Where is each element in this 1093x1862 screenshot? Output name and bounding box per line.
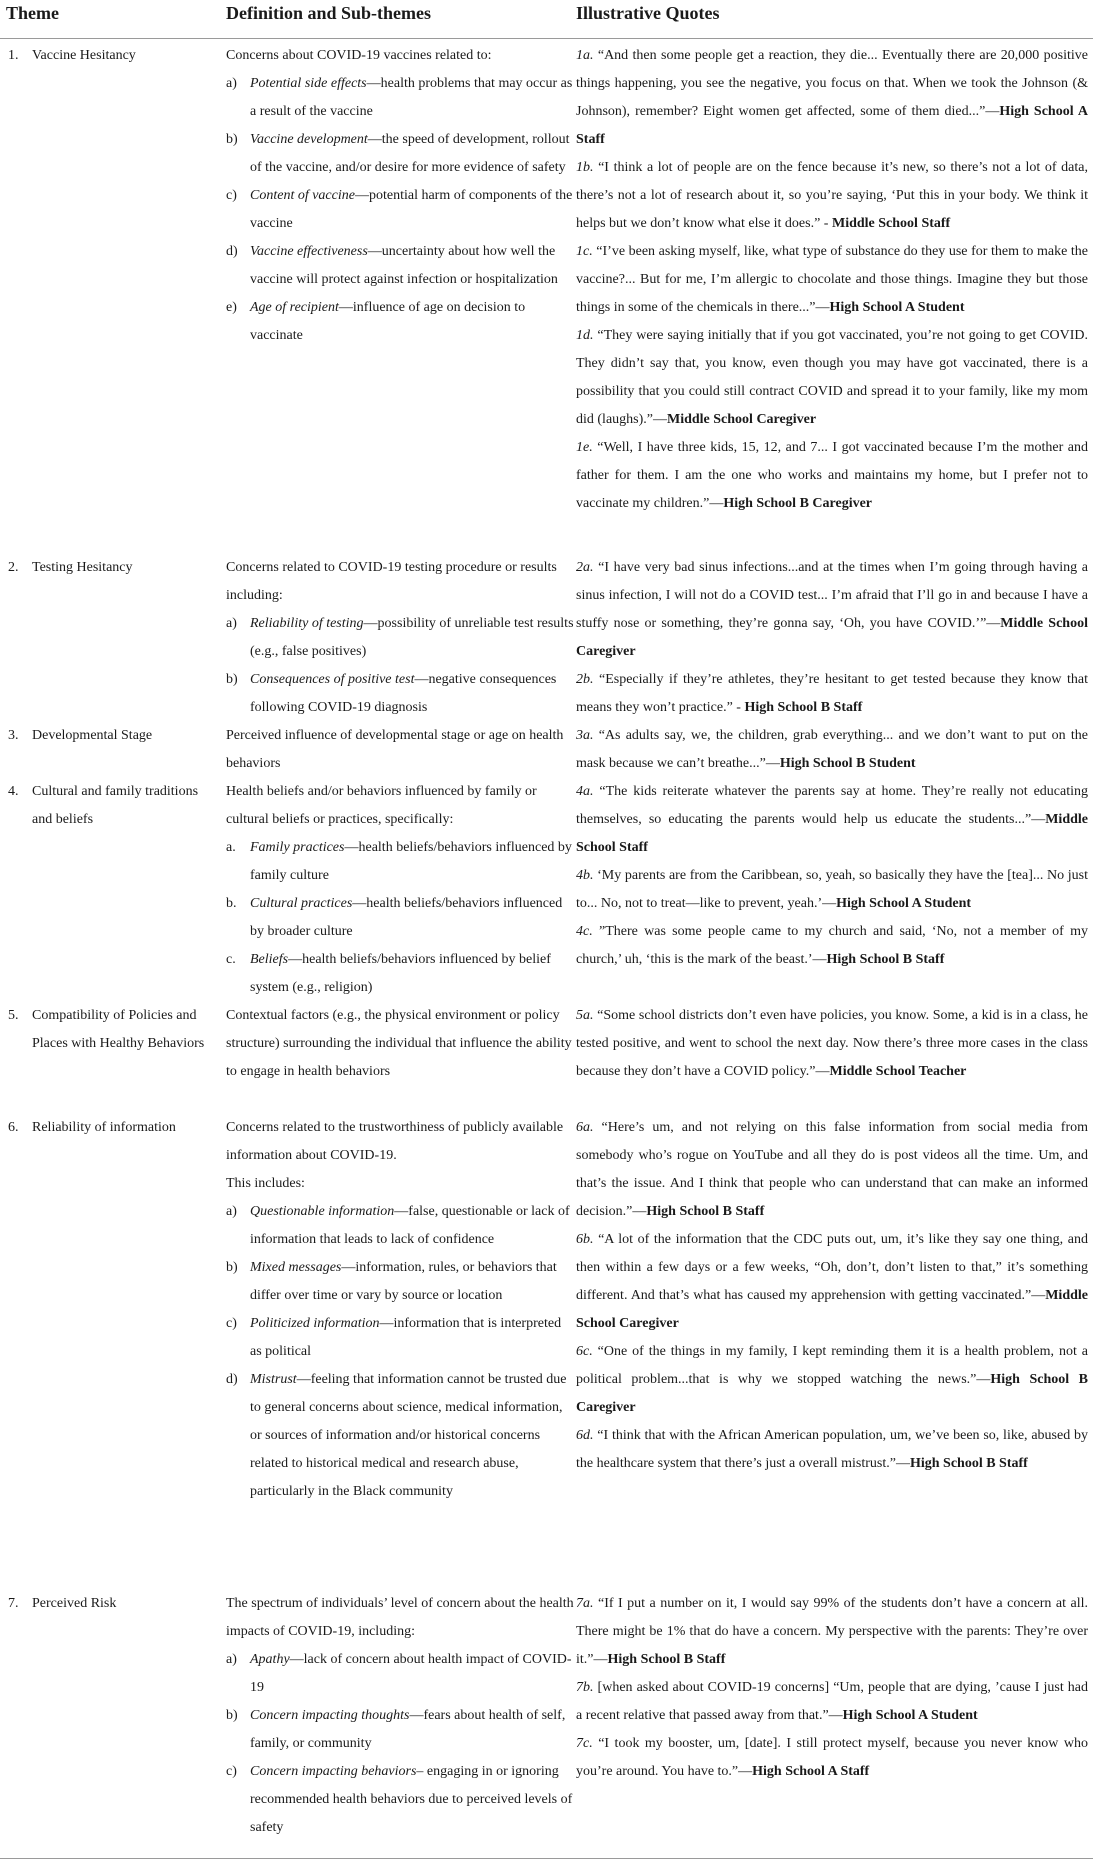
theme-cell	[8, 1590, 213, 1618]
definition-intro: Concerns related to COVID-19 testing procedure or results including:	[226, 560, 557, 603]
theme-number: 4.	[8, 784, 19, 799]
quote: 4c. ”There was some people came to my church and said, ‘No, not a member of my church,’ uh, ‘this is the mark of the beast.’—High School B Staff	[576, 924, 1088, 967]
subtheme-item: b) Mixed messages—information, rules, or behaviors that differ over time or vary by source or location	[226, 1260, 557, 1303]
quote: 1e. “Well, I have three kids, 15, 12, and 7... I got vaccinated because I’m the mother and father for them. I am the one who works and maintains my home, but I prefer not to vaccinate my children.”—High School B Caregiver	[576, 440, 1088, 511]
table-header	[0, 0, 1093, 39]
theme-name: Cultural and family traditions and beliefs	[32, 784, 199, 827]
subtheme-item: a) Apathy—lack of concern about health impact of COVID-19	[226, 1652, 572, 1695]
quotes-cell	[576, 554, 1088, 722]
quote: 6b. “A lot of the information that the CDC puts out, um, it’s like they say one thing, and then within a few days or a few weeks, “Oh, don’t, don’t listen to that,” it’s something different. And that’s what has caused my apprehension with getting vaccinated.”—Middle School Caregiver	[576, 1232, 1088, 1331]
quote: 2b. “Especially if they’re athletes, they’re hesitant to get tested because they know that means they won’t practice.” - High School B Staff	[576, 672, 1088, 715]
header-theme: Theme	[6, 3, 59, 23]
definition-intro: Concerns related to the trustworthiness of publicly available information about COVID-19.	[226, 1120, 564, 1163]
definition-intro: Health beliefs and/or behaviors influenced by family or cultural beliefs or practices, specifically:	[226, 784, 537, 827]
quote: 7c. “I took my booster, um, [date]. I still protect myself, because you never know who you’re around. You have to.”—High School A Staff	[576, 1736, 1088, 1779]
theme-number: 2.	[8, 560, 19, 575]
subtheme-item: e) Age of recipient—influence of age on decision to vaccinate	[226, 300, 526, 343]
definition-cell	[226, 722, 574, 778]
subtheme-item: a. Family practices—health beliefs/behaviors influenced by family culture	[226, 840, 572, 883]
subtheme-item: c. Beliefs—health beliefs/behaviors influenced by belief system (e.g., religion)	[226, 952, 551, 995]
quote: 6c. “One of the things in my family, I kept reminding them it is a health problem, not a political problem...that is why we stopped watching the news.”—High School B Caregiver	[576, 1344, 1088, 1415]
quote: 4a. “The kids reiterate whatever the parents say at home. They’re really not educating themselves, so educating the parents would help us educate the students...”—Middle School Staff	[576, 784, 1088, 855]
theme-cell	[8, 554, 213, 582]
quotes-cell	[576, 1002, 1088, 1086]
theme-cell	[8, 1002, 213, 1058]
theme-name: Reliability of information	[32, 1120, 176, 1135]
definition-cell	[226, 1590, 574, 1842]
theme-cell	[8, 42, 213, 70]
definition-cell	[226, 1002, 574, 1086]
quotes-cell	[576, 42, 1088, 518]
theme-name: Perceived Risk	[32, 1596, 117, 1611]
theme-name: Compatibility of Policies and Places with Healthy Behaviors	[32, 1008, 205, 1051]
subtheme-item: b. Cultural practices—health beliefs/behaviors influenced by broader culture	[226, 896, 563, 939]
subtheme-item: b) Consequences of positive test—negative consequences following COVID-19 diagnosis	[226, 672, 557, 715]
subtheme-item: a) Questionable information—false, questionable or lack of information that leads to lack of confidence	[226, 1204, 570, 1247]
header-quotes: Illustrative Quotes	[576, 3, 720, 23]
subtheme-item: c) Content of vaccine—potential harm of components of the vaccine	[226, 188, 573, 231]
theme-number: 5.	[8, 1008, 19, 1023]
definition-cell	[226, 42, 574, 350]
bottom-divider	[0, 1858, 1093, 1859]
subtheme-item: a) Potential side effects—health problems that may occur as a result of the vaccine	[226, 76, 573, 119]
theme-cell	[8, 1114, 213, 1142]
definition-intro: Contextual factors (e.g., the physical environment or policy structure) surrounding the individual that influence the ability to engage in health behaviors	[226, 1008, 572, 1079]
quote: 5a. “Some school districts don’t even have policies, you know. Some, a kid is in a class, he tested positive, and went to school the next day. Now there’s three more cases in the class because they don’t have a COVID policy.”—Middle School Teacher	[576, 1008, 1088, 1079]
quotes-cell	[576, 722, 1088, 778]
theme-number: 1.	[8, 48, 19, 63]
subtheme-item: c) Concern impacting behaviors– engaging in or ignoring recommended health behaviors due to perceived levels of safety	[226, 1764, 573, 1835]
quote: 7a. “If I put a number on it, I would say 99% of the students don’t have a concern at all. There might be 1% that do have a concern. My perspective with the parents: They’re over it.”—High School B Staff	[576, 1596, 1088, 1667]
definition-intro: Perceived influence of developmental stage or age on health behaviors	[226, 728, 564, 771]
subtheme-item: b) Concern impacting thoughts—fears about health of self, family, or community	[226, 1708, 566, 1751]
definition-intro: The spectrum of individuals’ level of concern about the health impacts of COVID-19, including:	[226, 1596, 574, 1639]
theme-name: Developmental Stage	[32, 728, 153, 743]
quote: 4b. ‘My parents are from the Caribbean, so, yeah, so basically they have the [tea]... No just to... No, not to treat—like to prevent, yeah.’—High School A Student	[576, 868, 1088, 911]
quotes-cell	[576, 1590, 1088, 1786]
theme-name: Testing Hesitancy	[32, 560, 133, 575]
definition-intro: Concerns about COVID-19 vaccines related to:	[226, 48, 492, 63]
theme-number: 7.	[8, 1596, 19, 1611]
subtheme-item: b) Vaccine development—the speed of development, rollout of the vaccine, and/or desire for more evidence of safety	[226, 132, 570, 175]
quote: 1b. “I think a lot of people are on the fence because it’s new, so there’s not a lot of data, there’s not a lot of research about it, so you’re saying, ‘Put this in your body. We think it helps but we don’t know what else it does.” - Middle School Staff	[576, 160, 1088, 231]
theme-name: Vaccine Hesitancy	[32, 48, 136, 63]
theme-cell	[8, 778, 213, 834]
definition-cell	[226, 554, 574, 722]
quote: 1a. “And then some people get a reaction, they die... Eventually there are 20,000 positive things happening, you see the negative, you focus on that. When we took the Johnson (& Johnson), remember? Eight women get affected, some of them died...”—High School A Staff	[576, 48, 1088, 147]
quotes-cell	[576, 1114, 1088, 1478]
quote: 6a. “Here’s um, and not relying on this false information from social media from somebody who’s rogue on YouTube and all they do is post videos all the time. Um, and that’s the issue. And I think that people who can understand that can make an informed decision.”—High School B Staff	[576, 1120, 1088, 1219]
theme-number: 6.	[8, 1120, 19, 1135]
quote: 6d. “I think that with the African American population, um, we’ve been so, like, abused by the healthcare system that there’s just a overall mistrust.”—High School B Staff	[576, 1428, 1088, 1471]
quotes-cell	[576, 778, 1088, 974]
quote: 3a. “As adults say, we, the children, grab everything... and we don’t want to put on the mask because we can’t breathe...”—High School B Student	[576, 728, 1088, 771]
theme-number: 3.	[8, 728, 19, 743]
subtheme-item: d) Mistrust—feeling that information cannot be trusted due to general concerns about science, medical information, or sources of information and/or historical concerns related to historical medical and research abuse, particularly in the Black community	[226, 1372, 567, 1499]
definition-cell	[226, 1114, 574, 1506]
subtheme-item: d) Vaccine effectiveness—uncertainty about how well the vaccine will protect against infection or hospitalization	[226, 244, 558, 287]
quote: 2a. “I have very bad sinus infections...and at the times when I’m going through having a sinus infection, I will not do a COVID test... I’m afraid that I’ll go in and because I have a stuffy nose or something, they’re gonna say, ‘Oh, you have COVID.’”—Middle School Caregiver	[576, 560, 1088, 659]
definition-intro-2: This includes:	[226, 1176, 305, 1191]
subtheme-item: c) Politicized information—information that is interpreted as political	[226, 1316, 562, 1359]
subtheme-item: a) Reliability of testing—possibility of unreliable test results (e.g., false positives)	[226, 616, 574, 659]
quote: 1c. “I’ve been asking myself, like, what type of substance do they use for them to make the vaccine?... But for me, I’m allergic to chocolate and those things. Imagine they but those things in some of the chemicals in there...”—High School A Student	[576, 244, 1088, 315]
theme-cell	[8, 722, 213, 750]
quote: 1d. “They were saying initially that if you got vaccinated, you’re not going to get COVID. They didn’t say that, you know, even though you may have got vaccinated, there is a possibility that you could still contract COVID and spread it to your family, like my mom did (laughs).”—Middle School Caregiver	[576, 328, 1088, 427]
header-definition: Definition and Sub-themes	[226, 3, 432, 23]
quote: 7b. [when asked about COVID-19 concerns] “Um, people that are dying, ’cause I just had a recent relative that passed away from that.”—High School A Student	[576, 1680, 1088, 1723]
definition-cell	[226, 778, 574, 1002]
